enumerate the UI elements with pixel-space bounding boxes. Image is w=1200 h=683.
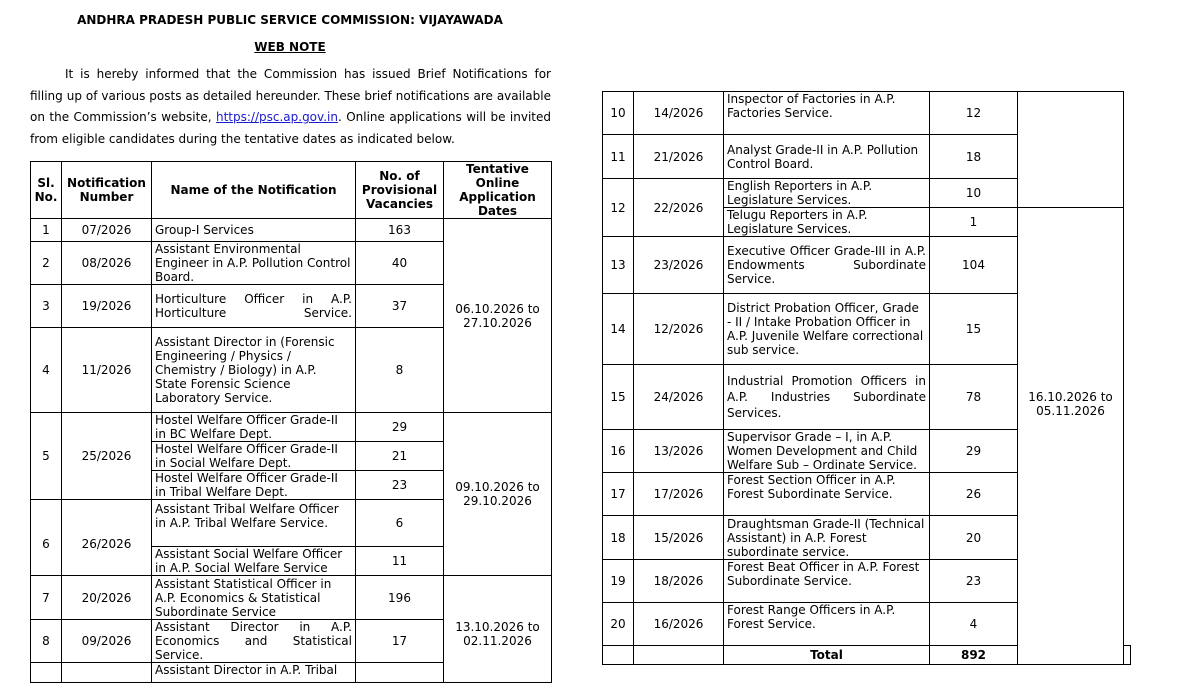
row-notification-name: Forest Section Officer in A.P. Forest Subordinate Service. [724,473,930,516]
row-notification-name: Hostel Welfare Officer Grade-II in Tribal Welfare Dept. [152,471,356,500]
row-notification-number: 17/2026 [634,473,724,516]
row-notification-number [62,663,152,683]
row-vacancies: 78 [930,365,1018,430]
row-notification-name: District Probation Officer, Grade - II / Intake Probation Officer in A.P. Juvenile Welfare correctional sub service. [724,294,930,365]
row-notification-name: Inspector of Factories in A.P. Factories Service. [724,92,930,135]
row-notification-name: Assistant Director in A.P. Economics and Statistical Service. [152,620,356,663]
intro-paragraph [30,64,551,150]
row-notification-name: Horticulture Officer in A.P. Horticulture Service. [152,285,356,328]
row-notification-name: Executive Officer Grade-III in A.P. Endowments Subordinate Service. [724,237,930,294]
notifications-table-right [602,91,1131,665]
header-application-dates: Tentative Online Application Dates [444,162,552,219]
row-notification-number: 18/2026 [634,560,724,603]
table-header-row [31,162,552,219]
table-row [31,576,552,620]
row-vacancies: 21 [356,442,444,471]
application-dates-group-4: 16.10.2026 to 05.11.2026 [1018,208,1124,665]
table-row [31,219,552,242]
row-vacancies: 1 [930,208,1018,237]
header-notification-number: Notification Number [62,162,152,219]
row-vacancies: 12 [930,92,1018,135]
row-sl-no: 13 [603,237,634,294]
page-title: ANDHRA PRADESH PUBLIC SERVICE COMMISSION: VIJAYAWADA [77,13,503,27]
total-value: 892 [930,646,1018,665]
row-notification-name: Assistant Social Welfare Officer in A.P. Social Welfare Service [152,547,356,576]
row-vacancies: 26 [930,473,1018,516]
row-notification-number: 13/2026 [634,430,724,473]
row-notification-name: Analyst Grade-II in A.P. Pollution Control Board. [724,135,930,179]
row-notification-name: Assistant Statistical Officer in A.P. Economics & Statistical Subordinate Service [152,576,356,620]
row-sl-no: 1 [31,219,62,242]
row-notification-name: Forest Range Officers in A.P. Forest Service. [724,603,930,646]
row-sl-no: 5 [31,413,62,500]
application-dates-group-3: 13.10.2026 to 02.11.2026 [444,576,552,683]
row-notification-number: 19/2026 [62,285,152,328]
intro-text-start: It is hereby informed that the Commission has issued Brief Notifications for filling up of various posts as detailed hereunder. These brief notifications are available on the Commission’s website, [30,67,551,124]
row-notification-name: English Reporters in A.P. Legislature Services. [724,179,930,208]
row-notification-number: 26/2026 [62,500,152,576]
row-vacancies: 196 [356,576,444,620]
row-vacancies: 6 [356,500,444,547]
row-vacancies: 15 [930,294,1018,365]
row-notification-name: Hostel Welfare Officer Grade-II in BC Welfare Dept. [152,413,356,442]
row-sl-no: 10 [603,92,634,135]
row-notification-name: Assistant Environmental Engineer in A.P. Pollution Control Board. [152,242,356,285]
row-vacancies: 37 [356,285,444,328]
row-sl-no: 3 [31,285,62,328]
row-notification-name: Assistant Tribal Welfare Officer in A.P. Tribal Welfare Service. [152,500,356,547]
row-sl-no: 20 [603,603,634,646]
row-sl-no: 15 [603,365,634,430]
row-sl-no: 17 [603,473,634,516]
row-sl-no: 7 [31,576,62,620]
header-vacancies: No. of Provisional Vacancies [356,162,444,219]
row-notification-number: 22/2026 [634,179,724,237]
row-vacancies: 29 [930,430,1018,473]
row-notification-name: Group-I Services [152,219,356,242]
row-notification-number: 23/2026 [634,237,724,294]
header-notification-name: Name of the Notification [152,162,356,219]
row-notification-name: Assistant Director in (Forensic Engineering / Physics / Chemistry / Biology) in A.P. State Forensic Science Laboratory Service. [152,328,356,413]
row-notification-number: 08/2026 [62,242,152,285]
row-vacancies: 18 [930,135,1018,179]
row-vacancies [356,663,444,683]
total-number-empty [634,646,724,665]
header-sl-no: Sl. No. [31,162,62,219]
application-dates-group-1: 06.10.2026 to 27.10.2026 [444,219,552,413]
row-notification-number: 09/2026 [62,620,152,663]
row-sl-no: 12 [603,179,634,237]
row-vacancies: 40 [356,242,444,285]
total-label: Total [724,646,930,665]
row-sl-no: 18 [603,516,634,560]
row-vacancies: 163 [356,219,444,242]
row-notification-number: 14/2026 [634,92,724,135]
row-vacancies: 17 [356,620,444,663]
row-sl-no: 14 [603,294,634,365]
row-notification-number: 16/2026 [634,603,724,646]
row-sl-no: 4 [31,328,62,413]
row-vacancies: 104 [930,237,1018,294]
row-vacancies: 23 [356,471,444,500]
row-notification-name: Hostel Welfare Officer Grade-II in Social Welfare Dept. [152,442,356,471]
notifications-table-left [30,161,552,683]
row-notification-number: 25/2026 [62,413,152,500]
row-notification-name: Telugu Reporters in A.P. Legislature Services. [724,208,930,237]
row-sl-no [31,663,62,683]
row-notification-number: 11/2026 [62,328,152,413]
row-notification-name: Supervisor Grade – I, in A.P. Women Development and Child Welfare Sub – Ordinate Service. [724,430,930,473]
row-notification-number: 12/2026 [634,294,724,365]
row-sl-no: 16 [603,430,634,473]
row-sl-no: 19 [603,560,634,603]
table-row [31,413,552,442]
row-notification-number: 15/2026 [634,516,724,560]
row-sl-no: 11 [603,135,634,179]
row-vacancies: 23 [930,560,1018,603]
row-sl-no: 8 [31,620,62,663]
row-notification-number: 24/2026 [634,365,724,430]
commission-website-link[interactable]: https://psc.ap.gov.in [215,110,338,124]
row-vacancies: 4 [930,603,1018,646]
row-vacancies: 10 [930,179,1018,208]
row-notification-name: Industrial Promotion Officers in A.P. Industries Subordinate Services. [724,365,930,430]
row-notification-number: 20/2026 [62,576,152,620]
row-vacancies: 11 [356,547,444,576]
row-notification-name: Assistant Director in A.P. Tribal [152,663,356,683]
web-note-heading: WEB NOTE [254,40,326,54]
row-vacancies: 20 [930,516,1018,560]
table-row [603,92,1131,135]
row-notification-name: Draughtsman Grade-II (Technical Assistant) in A.P. Forest subordinate service. [724,516,930,560]
row-notification-number: 07/2026 [62,219,152,242]
intro-text-end: . Online applications will be invited from eligible candidates during the tentative dates as indicated below. [30,110,551,146]
row-notification-number: 21/2026 [634,135,724,179]
row-sl-no: 6 [31,500,62,576]
total-dates-empty [1124,646,1131,665]
row-vacancies: 29 [356,413,444,442]
row-vacancies: 8 [356,328,444,413]
row-notification-name: Forest Beat Officer in A.P. Forest Subordinate Service. [724,560,930,603]
application-dates-group-2: 09.10.2026 to 29.10.2026 [444,413,552,576]
row-sl-no: 2 [31,242,62,285]
total-sl-empty [603,646,634,665]
application-dates-empty [1018,92,1124,208]
